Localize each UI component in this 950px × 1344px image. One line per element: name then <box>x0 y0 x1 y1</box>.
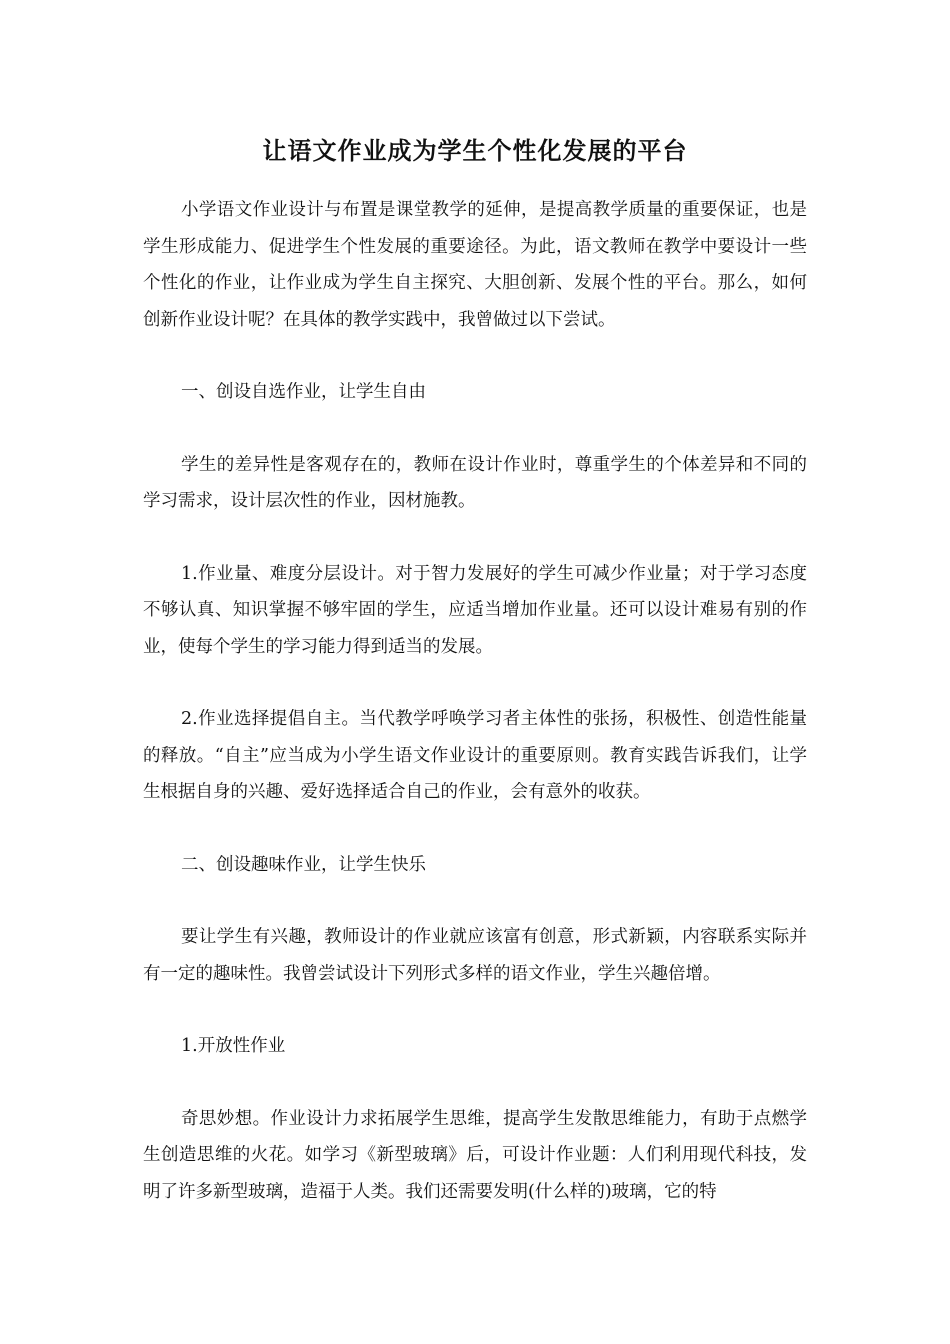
paragraph-layered-design: 1.作业量、难度分层设计。对于智力发展好的学生可减少作业量；对于学习态度不够认真、知识掌握不够牢固的学生，应适当增加作业量。还可以设计难易有别的作业，使每个学生的学习能力得到适当的发展。 <box>143 563 807 657</box>
document-title: 让语文作业成为学生个性化发展的平台 <box>262 136 688 165</box>
paragraph-gap <box>143 992 807 1028</box>
paragraph-gap <box>143 1065 807 1101</box>
paragraph-interest: 要让学生有兴趣，教师设计的作业就应该富有创意，形式新颖，内容联系实际并有一定的趣味性。我曾尝试设计下列形式多样的语文作业，学生兴趣倍增。 <box>143 927 807 984</box>
paragraph-gap <box>143 665 807 701</box>
section-heading-1: 一、创设自选作业，让学生自由 <box>181 382 426 402</box>
paragraph-gap <box>143 811 807 847</box>
paragraph-imagination: 奇思妙想。作业设计力求拓展学生思维，提高学生发散思维能力，有助于点燃学生创造思维的火花。如学习《新型玻璃》后，可设计作业题：人们利用现代科技，发明了许多新型玻璃，造福于人类。我们还需要发明(什么样的)玻璃，它的特 <box>143 1108 807 1202</box>
paragraph-intro: 小学语文作业设计与布置是课堂教学的延伸，是提高教学质量的重要保证，也是学生形成能力、促进学生个性发展的重要途径。为此，语文教师在教学中要设计一些个性化的作业，让作业成为学生自主探究、大胆创新、发展个性的平台。那么，如何创新作业设计呢？在具体的教学实践中，我曾做过以下尝试。 <box>143 200 807 330</box>
paragraph-gap <box>143 520 807 556</box>
paragraph-autonomous-choice: 2.作业选择提倡自主。当代教学呼唤学习者主体性的张扬，积极性、创造性能量的释放。“自主”应当成为小学生语文作业设计的重要原则。教育实践告诉我们，让学生根据自身的兴趣、爱好选择适合自己的作业，会有意外的收获。 <box>143 709 807 802</box>
paragraph-differences: 学生的差异性是客观存在的，教师在设计作业时，尊重学生的个体差异和不同的学习需求，设计层次性的作业，因材施教。 <box>143 454 807 511</box>
paragraph-gap <box>143 338 807 374</box>
section-heading-2: 二、创设趣味作业，让学生快乐 <box>181 854 426 875</box>
document-body <box>143 192 807 1210</box>
paragraph-gap <box>143 883 807 919</box>
paragraph-gap <box>143 411 807 447</box>
subheading-open-homework: 1.开放性作业 <box>181 1036 286 1056</box>
